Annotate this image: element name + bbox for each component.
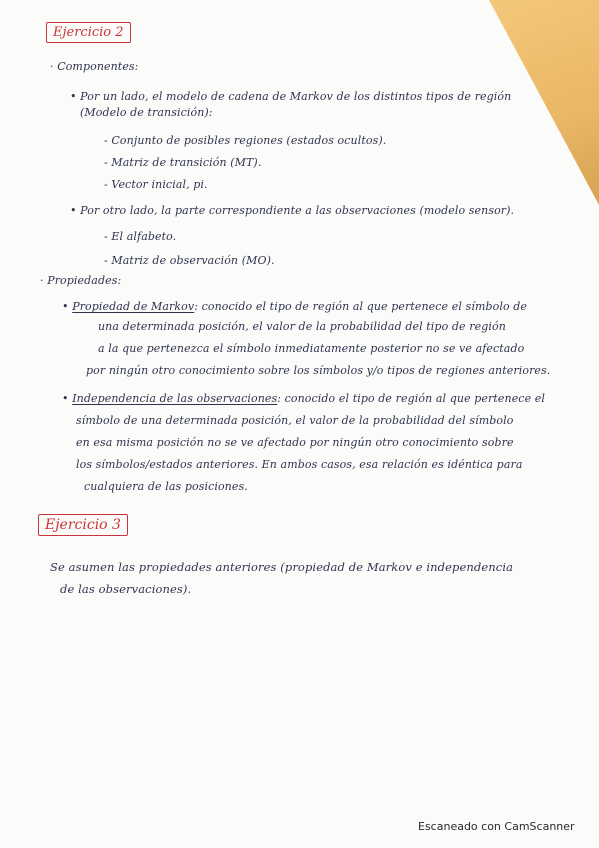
exercise-3-title: Ejercicio 3 (38, 514, 128, 536)
scanner-watermark: Escaneado con CamScanner (418, 820, 575, 833)
independencia-text-1: : conocido el tipo de región al que pertenece el (277, 392, 546, 405)
propiedad-markov-line-2: una determinada posición, el valor de la probabilidad del tipo de región (98, 320, 506, 333)
propiedad-markov-line-4: por ningún otro conocimiento sobre los símbolos y/o tipos de regiones anteriores. (86, 364, 551, 377)
componentes-heading: · Componentes: (50, 60, 139, 73)
propiedad-markov-text-1: : conocido el tipo de región al que pertenece el símbolo de (194, 300, 528, 313)
independencia-line-1 (62, 392, 545, 405)
independencia-line-4: los símbolos/estados anteriores. En ambos casos, esa relación es idéntica para (76, 458, 523, 471)
componentes-sub-3: - Vector inicial, pi. (104, 178, 208, 191)
componentes-sub-1: - Conjunto de posibles regiones (estados ocultos). (104, 134, 387, 147)
ejercicio-3-line-1: Se asumen las propiedades anteriores (propiedad de Markov e independencia (50, 560, 514, 574)
propiedad-markov-title: Propiedad de Markov (72, 300, 195, 313)
bullet-marker: • (62, 392, 73, 405)
exercise-2-title: Ejercicio 2 (46, 22, 131, 43)
propiedad-markov-line-3: a la que pertenezca el símbolo inmediatamente posterior no se ve afectado (98, 342, 525, 355)
independencia-line-2: símbolo de una determinada posición, el valor de la probabilidad del símbolo (76, 414, 514, 427)
componentes-sub-5: - Matriz de observación (MO). (104, 254, 275, 267)
componentes-sub-4: - El alfabeto. (104, 230, 177, 243)
independencia-line-5: cualquiera de las posiciones. (84, 480, 248, 493)
propiedades-heading: · Propiedades: (40, 274, 122, 287)
componentes-bullet-1-line-2: (Modelo de transición): (80, 106, 213, 119)
propiedad-markov-line-1 (62, 300, 527, 313)
ejercicio-3-line-2: de las observaciones). (60, 582, 192, 596)
independencia-line-3: en esa misma posición no se ve afectado por ningún otro conocimiento sobre (76, 436, 514, 449)
componentes-bullet-1-line-1: • Por un lado, el modelo de cadena de Markov de los distintos tipos de región (70, 90, 512, 103)
bullet-marker: • (62, 300, 73, 313)
independencia-title: Independencia de las observaciones (72, 392, 278, 405)
componentes-bullet-2-line-1: • Por otro lado, la parte correspondiente a las observaciones (modelo sensor). (70, 204, 515, 217)
componentes-sub-2: - Matriz de transición (MT). (104, 156, 262, 169)
